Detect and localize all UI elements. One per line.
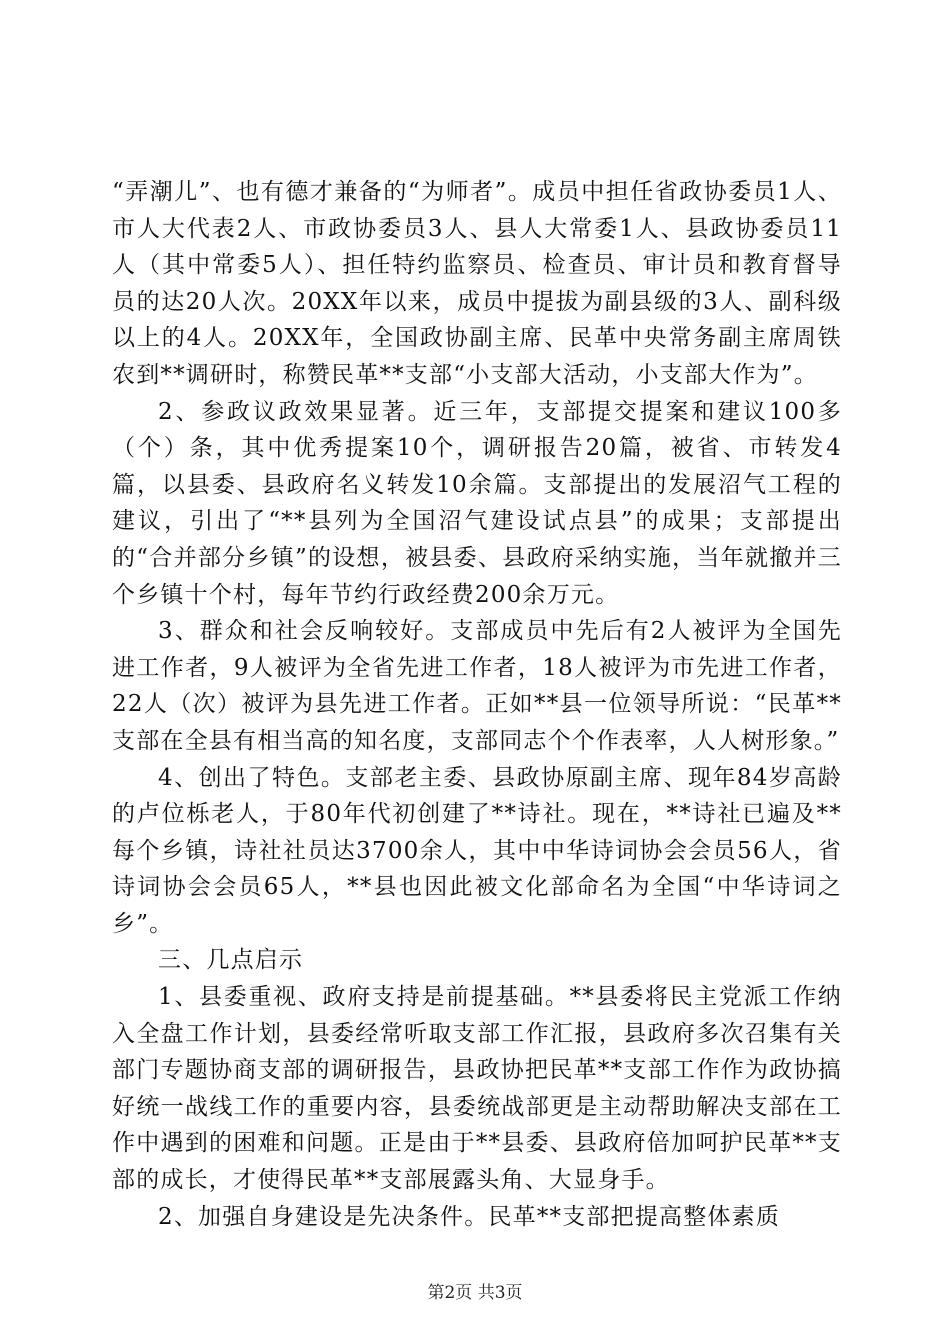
paragraph-characteristics: 4、创出了特色。支部老主委、县政协原副主席、现年84岁高龄的卢位栎老人，于80年代初创建了**诗社。现在，**诗社已遍及**每个乡镇，诗社社员达3700余人，其中中华诗词协会会员56人，省诗词协会会员65人，**县也因此被文化部命名为全国“中华诗词之乡”。	[112, 764, 842, 937]
document-body	[112, 174, 842, 1235]
page-number-footer: 第2页 共3页	[427, 1283, 523, 1303]
paragraph-insight-1: 1、县委重视、政府支持是前提基础。**县委将民主党派工作纳入全盘工作计划，县委经常听取支部工作汇报，县政府多次召集有关部门专题协商支部的调研报告，县政协把民革**支部工作作为政协搞好统一战线工作的重要内容，县委统战部更是主动帮助解决支部在工作中遇到的困难和问题。正是由于**县委、县政府倍加呵护民革**支部的成长，才使得民革**支部展露头角、大显身手。	[112, 984, 842, 1194]
paragraph-insight-2: 2、加强自身建设是先决条件。民革**支部把提高整体素质	[158, 1203, 781, 1230]
section-heading-insights: 三、几点启示	[158, 947, 304, 974]
paragraph-political-participation: 2、参政议政效果显著。近三年，支部提交提案和建议100多（个）条，其中优秀提案10个，调研报告20篇，被省、市转发4篇，以县委、县政府名义转发10余篇。支部提出的发展沼气工程的建议，引出了“**县列为全国沼气建设试点县”的成果；支部提出的“合并部分乡镇”的设想，被县委、县政府采纳实施，当年就撤并三个乡镇十个村，每年节约行政经费200余万元。	[112, 398, 842, 608]
paragraph-members-continued: “弄潮儿”、也有德才兼备的“为师者”。成员中担任省政协委员1人、市人大代表2人、市政协委员3人、县人大常委1人、县政协委员11人（其中常委5人）、担任特约监察员、检查员、审计员和教育督导员的达20人次。20XX年以来，成员中提拔为副县级的3人、副科级以上的4人。20XX年，全国政协副主席、民革中央常务副主席周铁农到**调研时，称赞民革**支部“小支部大活动，小支部大作为”。	[112, 179, 842, 388]
paragraph-social-response: 3、群众和社会反响较好。支部成员中先后有2人被评为全国先进工作者，9人被评为全省先进工作者，18人被评为市先进工作者，22人（次）被评为县先进工作者。正如**县一位领导所说：“民革**支部在全县有相当高的知名度，支部同志个个作表率，人人树形象。”	[112, 618, 842, 754]
